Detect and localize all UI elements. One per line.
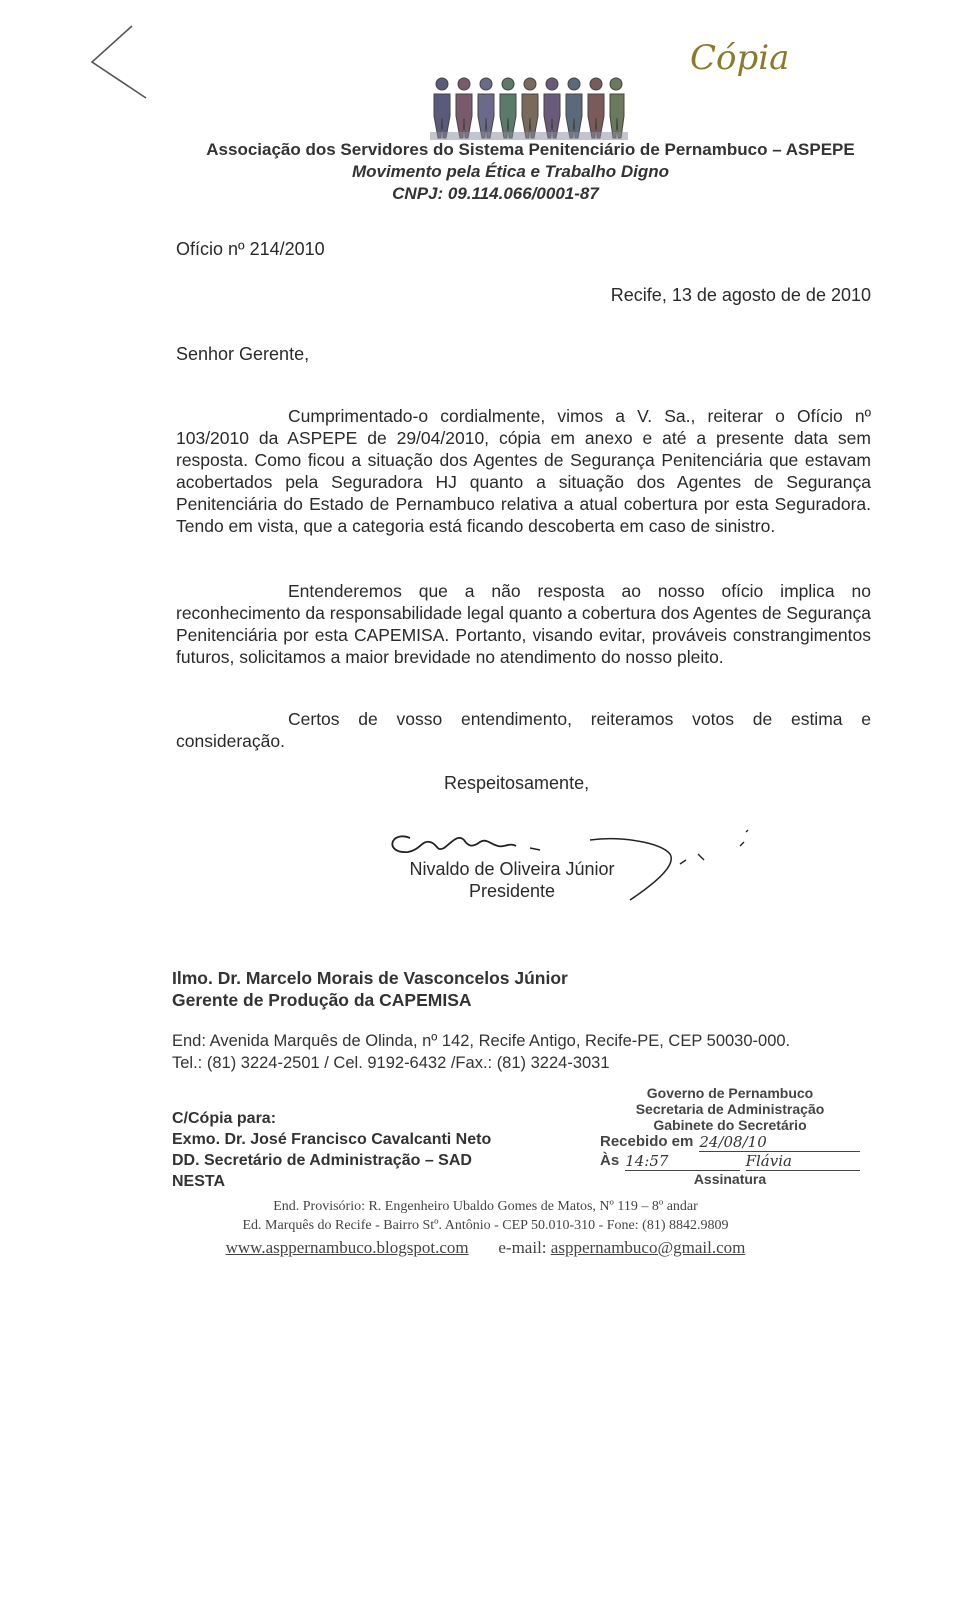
letterhead bbox=[0, 140, 971, 204]
footer-building: Ed. Marquês do Recife - Bairro Stº. Antônio - CEP 50.010-310 - Fone: (81) 8842.9809 bbox=[242, 1218, 729, 1233]
website-link[interactable]: www.asppernambuco.blogspot.com bbox=[225, 1238, 469, 1257]
copy-to-name: Exmo. Dr. José Francisco Cavalcanti Neto bbox=[172, 1131, 492, 1148]
association-logo bbox=[430, 72, 628, 140]
letter-reference: Ofício nº 214/2010 bbox=[176, 239, 325, 259]
org-motto: Movimento pela Ética e Trabalho Digno bbox=[351, 162, 670, 181]
pen-mark bbox=[0, 0, 160, 110]
footer-address: End. Provisório: R. Engenheiro Ubaldo Gomes de Matos, Nº 119 – 8º andar bbox=[273, 1199, 698, 1214]
stamp-time-value: 14:57 bbox=[625, 1152, 739, 1171]
stamp-line: Governo de Pernambuco bbox=[646, 1085, 814, 1101]
salutation: Senhor Gerente, bbox=[176, 344, 310, 364]
email-label: e-mail: bbox=[498, 1238, 547, 1257]
stamp-received-value: 24/08/10 bbox=[699, 1133, 860, 1152]
footer-web bbox=[0, 1238, 971, 1257]
copy-to-label: C/Cópia para: bbox=[172, 1110, 277, 1127]
stamp-line: Gabinete do Secretário bbox=[653, 1117, 807, 1133]
copy-to-role: DD. Secretário de Administração – SAD bbox=[172, 1152, 472, 1169]
addressee-address: End: Avenida Marquês de Olinda, nº 142, Recife Antigo, Recife-PE, CEP 50030-000. bbox=[172, 1032, 791, 1050]
reception-stamp bbox=[600, 1085, 860, 1187]
handwritten-note: Cópia bbox=[690, 38, 790, 78]
signer-title: Presidente bbox=[468, 881, 556, 901]
email-link[interactable]: asppernambuco@gmail.com bbox=[550, 1238, 746, 1257]
closing: Respeitosamente, bbox=[444, 773, 590, 793]
org-name: Associação dos Servidores do Sistema Penitenciário de Pernambuco – ASPEPE bbox=[206, 140, 855, 159]
signer-block bbox=[404, 858, 620, 902]
stamp-signature-label: Assinatura bbox=[693, 1171, 767, 1187]
copy-to-location: NESTA bbox=[172, 1173, 226, 1190]
stamp-line: Secretaria de Administração bbox=[635, 1101, 825, 1117]
org-cnpj: CNPJ: 09.114.066/0001-87 bbox=[392, 184, 599, 203]
letter-date: Recife, 13 de agosto de de 2010 bbox=[610, 285, 871, 305]
body-paragraph: Entenderemos que a não resposta ao nosso ofício implica no reconhecimento da responsabilidade legal quanto a cobertura dos Agentes de Segurança Penitenciária por esta CAPEMISA. Portanto, visando evitar, prováveis constrangimentos futuros, solicitamos a maior brevidade no atendimento do nosso pleito. bbox=[176, 581, 871, 667]
footer bbox=[0, 1197, 971, 1257]
addressee-role: Gerente de Produção da CAPEMISA bbox=[172, 990, 472, 1010]
stamp-received-label: Recebido em bbox=[600, 1133, 694, 1150]
signer-name: Nivaldo de Oliveira Júnior bbox=[409, 859, 615, 879]
copy-to-block bbox=[172, 1108, 491, 1192]
body-paragraph: Certos de vosso entendimento, reiteramos votos de estima e consideração. bbox=[176, 709, 871, 751]
stamp-signature-value: Flávia bbox=[746, 1152, 860, 1171]
addressee-name: Ilmo. Dr. Marcelo Morais de Vasconcelos Júnior bbox=[172, 968, 568, 988]
stamp-received-row bbox=[600, 1133, 860, 1152]
addressee-phones: Tel.: (81) 3224-2501 / Cel. 9192-6432 /Fax.: (81) 3224-3031 bbox=[172, 1054, 610, 1072]
body-paragraph: Cumprimentado-o cordialmente, vimos a V. Sa., reiterar o Ofício nº 103/2010 da ASPEPE de 29/04/2010, cópia em anexo e até a presente data sem resposta. Como ficou a situação dos Agentes de Segurança Penitenciária que estavam acobertados pela Seguradora HJ quanto a situação dos Agentes de Segurança Penitenciária do Estado de Pernambuco relativa a atual cobertura por esta Seguradora. Tendo em vista, que a categoria está ficando descoberta em caso de sinistro. bbox=[176, 406, 871, 536]
addressee-contact bbox=[172, 1030, 790, 1074]
addressee bbox=[172, 967, 568, 1011]
stamp-time-row bbox=[600, 1152, 860, 1171]
stamp-time-label: Às bbox=[600, 1152, 620, 1169]
